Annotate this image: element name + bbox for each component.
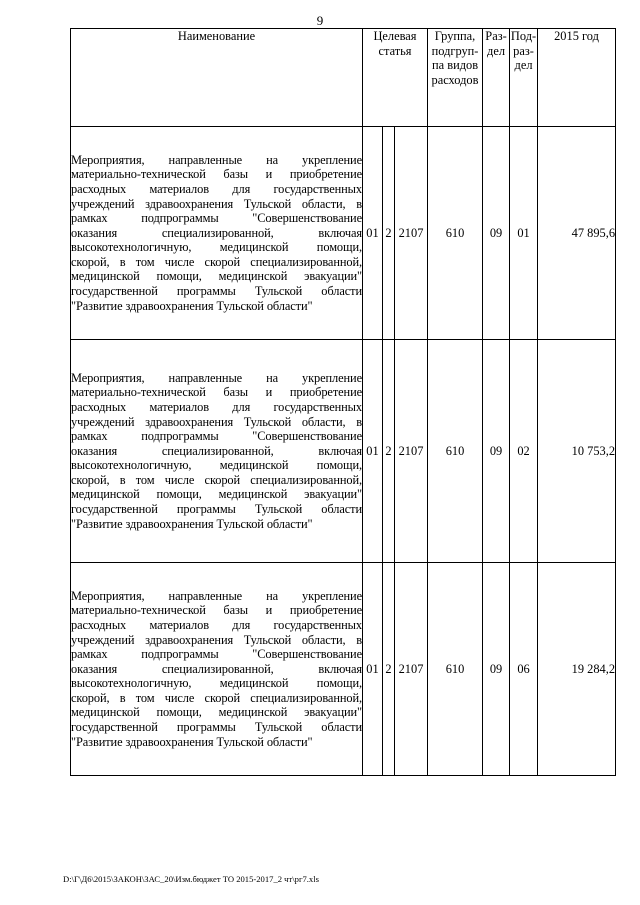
row-name [71,563,363,776]
row-name-line: "Развитие здравоохранения Тульской области" [71,734,313,749]
row-name-line: скорой, в том числе скорой специализированной, [71,472,362,487]
table-body [71,127,616,776]
amount-2015: 47 895,6 [538,127,616,340]
header-year: 2015 год [538,29,616,127]
target-article-part-3: 2107 [395,563,428,776]
row-name-line: высокотехнологичную, медицинской помощи, [71,240,362,255]
row-name-line: расходных материалов для государственных [71,617,362,632]
target-article-part-3: 2107 [395,340,428,563]
row-name-line: государственной программы Тульской области [71,720,362,735]
podrazdel-code: 06 [510,563,538,776]
row-name-line: учреждений здравоохранения Тульской области, в [71,196,362,211]
row-name-line: высокотехнологичную, медицинской помощи, [71,676,362,691]
header-name: Наименование [71,29,363,127]
header-target-article: Целевая статья [363,29,428,127]
podrazdel-code: 01 [510,127,538,340]
row-name-line: государственной программы Тульской области [71,284,362,299]
row-name-line: высокотехнологичную, медицинской помощи, [71,458,362,473]
row-name [71,127,363,340]
expense-group: 610 [428,127,483,340]
expense-group: 610 [428,563,483,776]
row-name-line: оказания специализированной, включая [71,443,362,458]
page-number: 9 [316,13,324,28]
table-header-row [71,29,616,127]
row-name-line: расходных материалов для государственных [71,181,362,196]
row-name-line: скорой, в том числе скорой специализированной, [71,690,362,705]
row-name-line: материально-технической базы и приобретение [71,385,362,400]
amount-2015: 19 284,2 [538,563,616,776]
row-name-line: Мероприятия, направленные на укрепление [71,588,362,603]
target-article-part-2: 2 [383,563,395,776]
row-name-line: государственной программы Тульской области [71,502,362,517]
budget-table [70,28,616,776]
target-article-part-1: 01 [363,340,383,563]
row-name-line: оказания специализированной, включая [71,661,362,676]
row-name-line: "Развитие здравоохранения Тульской области" [71,298,313,313]
row-name-line: медицинской помощи, медицинской эвакуации" [71,705,362,720]
header-podrazdel: Под-раз-дел [510,29,538,127]
table-row [71,563,616,776]
header-group: Группа, подгруп-па видов расходов [428,29,483,127]
target-article-part-1: 01 [363,563,383,776]
target-article-part-2: 2 [383,127,395,340]
podrazdel-code: 02 [510,340,538,563]
razdel-code: 09 [483,340,510,563]
row-name-line: скорой, в том числе скорой специализированной, [71,254,362,269]
row-name-line: медицинской помощи, медицинской эвакуации" [71,487,362,502]
row-name-line: Мероприятия, направленные на укрепление [71,370,362,385]
expense-group: 610 [428,340,483,563]
row-name [71,340,363,563]
row-name-line: расходных материалов для государственных [71,399,362,414]
target-article-part-1: 01 [363,127,383,340]
table-row [71,340,616,563]
row-name-line: учреждений здравоохранения Тульской области, в [71,414,362,429]
row-name-line: рамках подпрограммы "Совершенствование [71,429,362,444]
razdel-code: 09 [483,563,510,776]
row-name-line: Мероприятия, направленные на укрепление [71,152,362,167]
header-razdel: Раз-дел [483,29,510,127]
amount-2015: 10 753,2 [538,340,616,563]
row-name-line: оказания специализированной, включая [71,225,362,240]
row-name-line: медицинской помощи, медицинской эвакуации" [71,269,362,284]
target-article-part-3: 2107 [395,127,428,340]
row-name-line: учреждений здравоохранения Тульской области, в [71,632,362,647]
file-path-footer: D:\Г\Д6\2015\ЗАКОН\ЗАС_20\Изм.бюджет ТО 2015-2017_2 чт\рг7.xls [63,874,319,884]
table-row [71,127,616,340]
row-name-line: рамках подпрограммы "Совершенствование [71,211,362,226]
row-name-line: материально-технической базы и приобретение [71,167,362,182]
row-name-line: "Развитие здравоохранения Тульской области" [71,516,313,531]
target-article-part-2: 2 [383,340,395,563]
row-name-line: рамках подпрограммы "Совершенствование [71,647,362,662]
row-name-line: материально-технической базы и приобретение [71,603,362,618]
razdel-code: 09 [483,127,510,340]
